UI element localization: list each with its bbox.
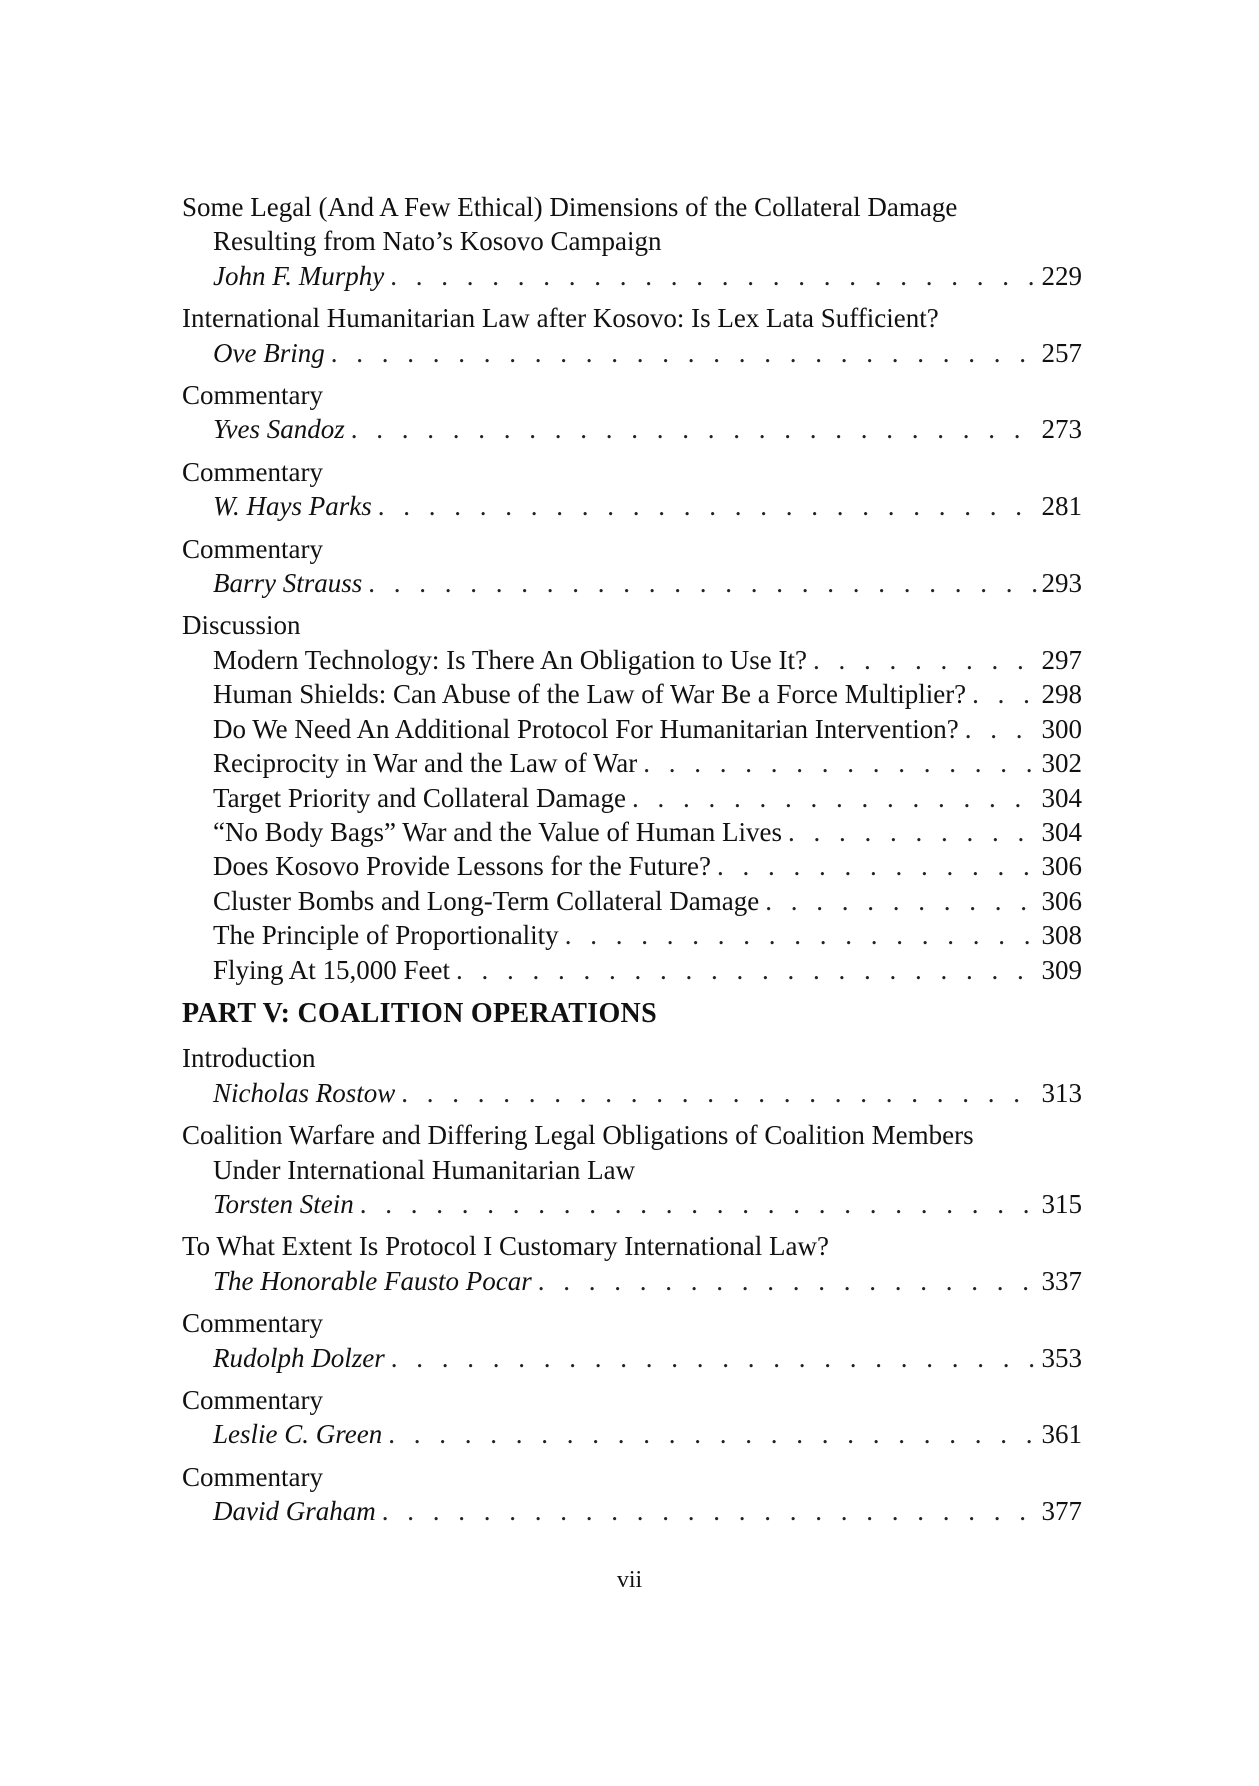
toc-entry bbox=[182, 378, 1082, 447]
toc-entry bbox=[182, 532, 1082, 601]
entry-title: International Humanitarian Law after Kosovo: Is Lex Lata Sufficient? bbox=[182, 303, 939, 334]
dot-leader bbox=[807, 643, 1040, 677]
discussion-item-title: Cluster Bombs and Long-Term Collateral Damage bbox=[213, 885, 760, 916]
page-number: 229 bbox=[1041, 260, 1082, 291]
author-name: Nicholas Rostow bbox=[213, 1077, 396, 1108]
page-number: 361 bbox=[1041, 1419, 1082, 1450]
entries-after bbox=[182, 1041, 1082, 1528]
toc-entry bbox=[182, 301, 1082, 370]
dot-leader bbox=[759, 884, 1040, 918]
discussion-item-title: Modern Technology: Is There An Obligation to Use It? bbox=[213, 644, 807, 675]
author-row bbox=[182, 259, 1082, 293]
author-name: W. Hays Parks bbox=[213, 491, 372, 522]
discussion-item-row bbox=[213, 712, 1082, 746]
author-row bbox=[182, 1264, 1082, 1298]
page-number: 377 bbox=[1041, 1496, 1082, 1527]
dot-leader bbox=[372, 489, 1040, 523]
author-name: Torsten Stein bbox=[213, 1188, 354, 1219]
entry-title: Introduction bbox=[182, 1043, 316, 1074]
discussion-item-title: Does Kosovo Provide Lessons for the Future? bbox=[213, 851, 711, 882]
page-number: 308 bbox=[1041, 920, 1082, 951]
discussion-item-row bbox=[213, 781, 1082, 815]
dot-leader bbox=[532, 1264, 1040, 1298]
dot-leader bbox=[325, 336, 1040, 370]
dot-leader bbox=[637, 746, 1040, 780]
discussion-item-title: “No Body Bags” War and the Value of Human Lives bbox=[213, 816, 782, 847]
author-row bbox=[182, 1417, 1082, 1451]
entry-title: Commentary bbox=[182, 533, 323, 564]
discussion-item-title: Reciprocity in War and the Law of War bbox=[213, 748, 638, 779]
toc-entry bbox=[182, 1460, 1082, 1529]
discussion-section bbox=[182, 608, 1082, 986]
entry-title: Commentary bbox=[182, 380, 323, 411]
author-row bbox=[182, 412, 1082, 446]
page-number: 304 bbox=[1041, 782, 1082, 813]
toc-entry bbox=[182, 455, 1082, 524]
discussion-item-title: Do We Need An Additional Protocol For Humanitarian Intervention? bbox=[213, 713, 959, 744]
entry-title: To What Extent Is Protocol I Customary International Law? bbox=[182, 1231, 829, 1262]
entry-title: Commentary bbox=[182, 1461, 323, 1492]
page-number: 281 bbox=[1041, 491, 1082, 522]
entry-title: Coalition Warfare and Differing Legal Obligations of Coalition Members bbox=[182, 1120, 974, 1151]
author-row bbox=[182, 336, 1082, 370]
discussion-item-title: Target Priority and Collateral Damage bbox=[213, 782, 626, 813]
dot-leader bbox=[345, 412, 1040, 446]
dot-leader bbox=[382, 1417, 1040, 1451]
discussion-item-row bbox=[213, 884, 1082, 918]
entry-title: Resulting from Nato’s Kosovo Campaign bbox=[213, 226, 662, 257]
page-number-footer: vii bbox=[616, 1567, 643, 1593]
discussion-item-title: Human Shields: Can Abuse of the Law of War Be a Force Multiplier? bbox=[213, 679, 967, 710]
discussion-item-row bbox=[213, 643, 1082, 677]
discussion-item-row bbox=[213, 815, 1082, 849]
author-row bbox=[182, 1341, 1082, 1375]
author-name: Barry Strauss bbox=[213, 568, 363, 599]
dot-leader bbox=[966, 677, 1040, 711]
dot-leader bbox=[711, 849, 1040, 883]
page-number: 313 bbox=[1041, 1077, 1082, 1108]
page-number: 297 bbox=[1041, 644, 1082, 675]
author-name: Ove Bring bbox=[213, 337, 325, 368]
author-name: The Honorable Fausto Pocar bbox=[213, 1265, 532, 1296]
discussion-item-row bbox=[213, 746, 1082, 780]
entry-title: Commentary bbox=[182, 1385, 323, 1415]
discussion-item-title: The Principle of Proportionality bbox=[213, 920, 559, 951]
page-number: 300 bbox=[1041, 713, 1082, 744]
page-number: 298 bbox=[1041, 679, 1082, 710]
page-number: 353 bbox=[1041, 1342, 1082, 1373]
toc-entry bbox=[182, 1118, 1082, 1221]
dot-leader bbox=[626, 781, 1040, 815]
dot-leader bbox=[959, 712, 1040, 746]
author-name: Leslie C. Green bbox=[213, 1419, 383, 1450]
entry-title: Under International Humanitarian Law bbox=[213, 1154, 636, 1185]
toc-entry bbox=[182, 1383, 1082, 1452]
table-of-contents bbox=[182, 190, 1082, 1537]
author-row bbox=[182, 1187, 1082, 1221]
discussion-item-row bbox=[213, 953, 1082, 987]
dot-leader bbox=[384, 259, 1040, 293]
author-name: David Graham bbox=[213, 1496, 376, 1527]
discussion-item-row bbox=[213, 849, 1082, 883]
author-row bbox=[182, 1494, 1082, 1528]
entries-before bbox=[182, 190, 1082, 600]
page-number: 304 bbox=[1041, 816, 1082, 847]
dot-leader bbox=[354, 1187, 1040, 1221]
toc-entry bbox=[182, 1306, 1082, 1375]
author-row bbox=[182, 1076, 1082, 1110]
page-number: 337 bbox=[1041, 1265, 1082, 1296]
page-number: 273 bbox=[1041, 414, 1082, 445]
dot-leader bbox=[559, 918, 1040, 952]
author-name: John F. Murphy bbox=[213, 260, 385, 291]
author-name: Yves Sandoz bbox=[213, 414, 345, 445]
page-number: 306 bbox=[1041, 885, 1082, 916]
page-number: 306 bbox=[1041, 851, 1082, 882]
toc-entry bbox=[182, 190, 1082, 293]
author-row bbox=[182, 566, 1082, 600]
dot-leader bbox=[362, 566, 1040, 600]
discussion-item-row bbox=[213, 677, 1082, 711]
author-name: Rudolph Dolzer bbox=[213, 1342, 385, 1373]
discussion-item-title: Flying At 15,000 Feet bbox=[213, 954, 451, 985]
entry-title: Some Legal (And A Few Ethical) Dimensions of the Collateral Damage bbox=[182, 192, 958, 222]
author-row bbox=[182, 489, 1082, 523]
page-number: 293 bbox=[1041, 568, 1082, 599]
discussion-title: Discussion bbox=[182, 610, 301, 641]
entry-title: Commentary bbox=[182, 1308, 323, 1339]
page-number: 257 bbox=[1041, 337, 1082, 368]
page-number: 302 bbox=[1041, 748, 1082, 779]
discussion-item-row bbox=[213, 918, 1082, 952]
dot-leader bbox=[450, 953, 1040, 987]
dot-leader bbox=[395, 1076, 1040, 1110]
discussion-list bbox=[182, 643, 1082, 987]
page-number: 309 bbox=[1041, 954, 1082, 985]
dot-leader bbox=[376, 1494, 1040, 1528]
dot-leader bbox=[782, 815, 1040, 849]
part-heading: PART V: COALITION OPERATIONS bbox=[182, 997, 657, 1029]
toc-entry bbox=[182, 1229, 1082, 1298]
page-number: 315 bbox=[1041, 1188, 1082, 1219]
dot-leader bbox=[385, 1341, 1040, 1375]
entry-title: Commentary bbox=[182, 456, 323, 487]
toc-entry bbox=[182, 1041, 1082, 1110]
